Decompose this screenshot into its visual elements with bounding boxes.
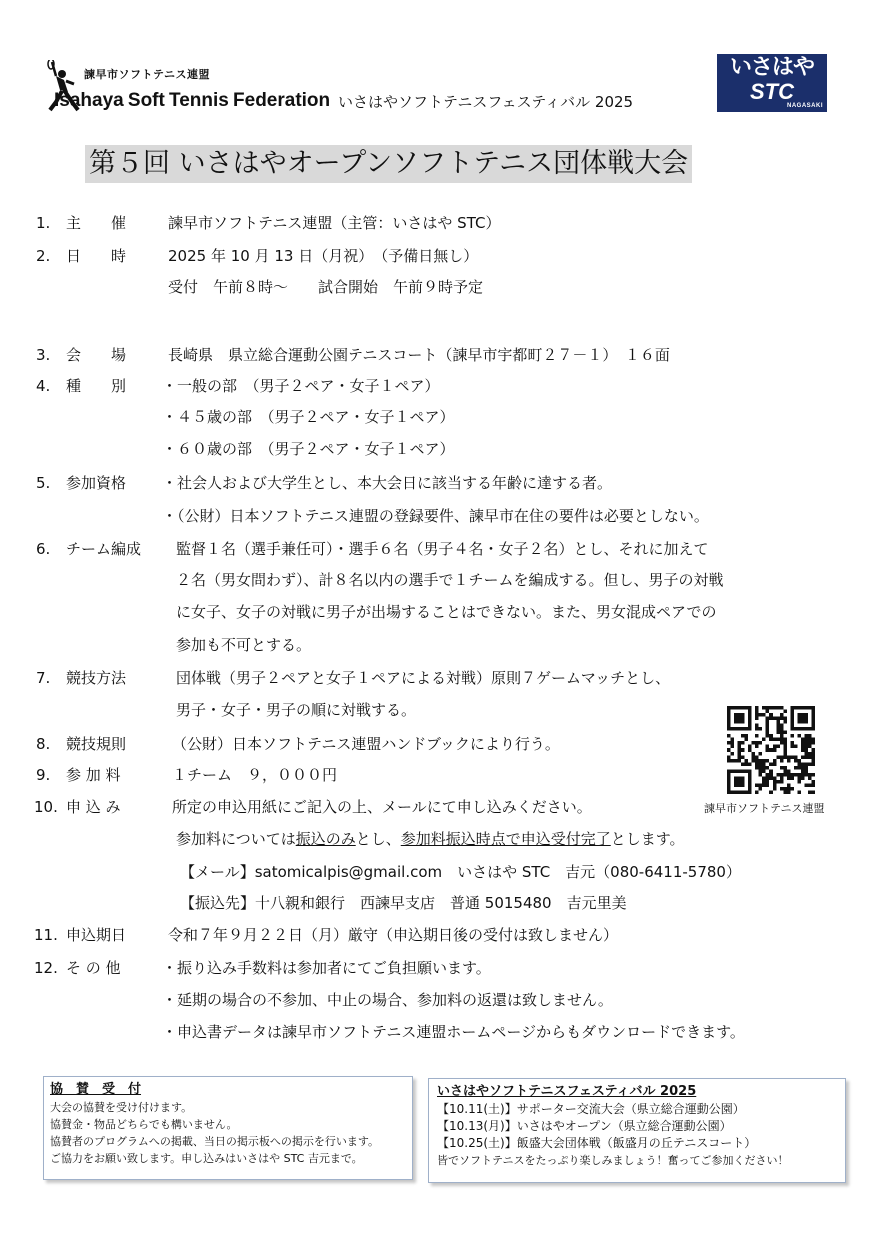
page-title: 第５回 いさはやオープンソフトテニス団体戦大会 [85,145,692,183]
item-number: 12. [34,959,58,977]
festival-line: 【10.13(月)】いさはやオープン（県立総合運動公園） [437,1119,732,1133]
payment-note: 参加料については振込のみとし、参加料振込時点で申込受付完了とします。 [176,830,685,848]
item-text: に女子、女子の対戦に男子が出場することはできない。また、男女混成ペアでの [176,603,717,621]
festival-title: いさはやソフトテニスフェスティバル 2025 [338,93,634,111]
item-number: 8. [36,735,51,753]
item-number: 2. [36,247,51,265]
item-text: ・申込書データは諫早市ソフトテニス連盟ホームページからもダウンロードできます。 [162,1023,745,1041]
item-label: 会 場 [66,346,127,364]
item-text: ・６０歳の部 （男子２ペア・女子１ペア） [162,440,455,458]
item-text: 監督１名（選手兼任可）・選手６名（男子４名・女子２名）とし、それに加えて [176,540,709,558]
item-number: 3. [36,346,51,364]
qr-caption: 諫早市ソフトテニス連盟 [704,802,825,815]
sponsor-line: ご協力をお願い致します。申し込みはいさはや STC 吉元まで。 [50,1152,363,1165]
item-text: ・延期の場合の不参加、中止の場合、参加料の返還は致しません。 [162,991,613,1009]
festival-box [428,1078,846,1183]
item-number: 6. [36,540,51,558]
item-text: 令和７年９月２２日（月）厳守（申込期日後の受付は致しません） [168,926,619,944]
item-text: ・４５歳の部 （男子２ペア・女子１ペア） [162,408,455,426]
item-label: 申込期日 [66,926,127,944]
sponsor-line: 協賛金・物品どちらでも構いません。 [50,1118,238,1131]
item-label: チーム編成 [66,540,142,558]
contact-mail: 【メール】satomicalpis@gmail.com いさはや STC 吉元（080-6411-5780） [180,863,741,881]
item-text: ・振り込み手数料は参加者にてご負担願います。 [162,959,491,977]
item-text: 所定の申込用紙にご記入の上、メールにて申し込みください。 [172,798,592,816]
item-text: 受付 午前８時～ 試合開始 午前９時予定 [168,278,484,296]
item-number: 7. [36,669,51,687]
item-text: 団体戦（男子２ペアと女子１ペアによる対戦）原則７ゲームマッチとし、 [176,669,671,687]
org-name-jp: 諫早市ソフトテニス連盟 [84,68,211,81]
sponsor-line: 協賛者のプログラムへの掲載、当日の掲示板への掲示を行います。 [50,1135,380,1148]
item-number: 1. [36,214,51,232]
item-label: そ の 他 [66,959,121,977]
item-label: 日 時 [66,247,127,265]
festival-line: 【10.11(土)】サポーター交流大会（県立総合運動公園） [437,1102,745,1116]
item-number: 9. [36,766,51,784]
item-text: １チーム ９，０００円 [172,766,338,784]
festival-line: 皆でソフトテニスをたっぷり楽しみましょう！奮ってご参加ください！ [437,1154,789,1167]
item-label: 参 加 料 [66,766,121,784]
item-text: 2025 年 10 月 13 日（月祝） （予備日無し） [168,247,479,265]
item-text: 参加も不可とする。 [176,636,312,654]
item-number: 11. [34,926,58,944]
sponsor-box [43,1076,413,1180]
stc-logo: いさはや STC NAGASAKI [717,54,827,112]
org-name-en: Isahaya Soft Tennis Federation [54,90,331,111]
qr-code[interactable] [726,706,816,794]
item-text: ・一般の部 （男子２ペア・女子１ペア） [162,377,440,395]
item-text: ２名（男女問わず）、計８名以内の選手で１チームを編成する。但し、男子の対戦 [176,571,724,589]
item-number: 4. [36,377,51,395]
item-number: 10. [34,798,58,816]
item-text: 男子・女子・男子の順に対戦する。 [176,701,417,719]
item-label: 主 催 [66,214,127,232]
sponsor-line: 大会の協賛を受け付けます。 [50,1101,193,1114]
item-label: 参加資格 [66,474,127,492]
item-text: 諫早市ソフトテニス連盟（主管：いさはや STC） [168,214,501,232]
item-text: ・（公財）日本ソフトテニス連盟の登録要件、諫早市在住の要件は必要としない。 [162,507,709,525]
item-number: 5. [36,474,51,492]
item-label: 申 込 み [66,798,121,816]
item-text: （公財）日本ソフトテニス連盟ハンドブックにより行う。 [172,735,560,753]
item-label: 競技規則 [66,735,127,753]
item-label: 種 別 [66,377,127,395]
item-text: ・社会人および大学生とし、本大会日に該当する年齢に達する者。 [162,474,613,492]
sponsor-heading: 協 賛 受 付 [50,1082,142,1097]
item-label: 競技方法 [66,669,127,687]
item-text: 長崎県 県立総合運動公園テニスコート（諫早市宇都町２７－１） １６面 [168,346,670,364]
bank-account: 【振込先】十八親和銀行 西諫早支店 普通 5015480 吉元里美 [180,894,627,912]
festival-heading: いさはやソフトテニスフェスティバル 2025 [437,1084,697,1099]
festival-line: 【10.25(土)】飯盛大会団体戦（飯盛月の丘テニスコート） [437,1136,757,1150]
